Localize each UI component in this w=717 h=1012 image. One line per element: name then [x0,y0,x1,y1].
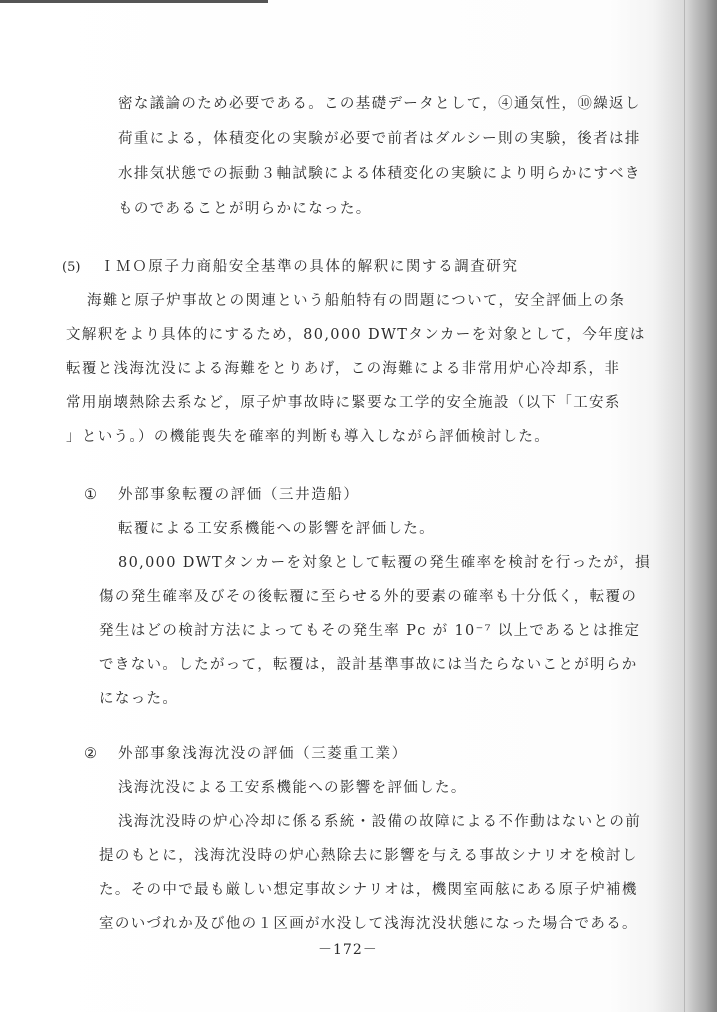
binding-fold-line [684,0,685,1012]
page-number: －172－ [318,942,378,958]
paragraph-line: 発生はどの検討方法によってもその発生率 Pc が 10⁻⁷ 以上であるとは推定 [99,623,641,639]
paragraph-line: 密な議論のため必要である。この基礎データとして，④通気性，⑩繰返し [118,96,641,112]
item-heading: 外部事象転覆の評価（三井造船） [118,487,360,503]
item-heading: 外部事象浅海沈没の評価（三菱重工業） [118,746,408,762]
binding-shadow [687,0,717,1012]
paragraph-line: 文解釈をより具体的にするため，80,000 DWTタンカーを対象として，今年度は [66,327,646,343]
paragraph-line: できない。したがって，転覆は，設計基準事故には当たらないことが明らか [99,657,638,673]
top-edge-line [0,0,268,3]
paragraph-line: た。その中で最も厳しい想定事故シナリオは，機関室両舷にある原子炉補機 [99,882,638,898]
paragraph-line: 室のいづれか及び他の１区画が水没して浅海沈没状態になった場合である。 [99,916,638,932]
paragraph-line: になった。 [99,691,179,707]
paragraph-line: 浅海沈没時の炉心冷却に係る系統・設備の故障による不作動はないとの前 [118,814,642,830]
paragraph-line: ものであることが明らかになった。 [118,201,372,217]
item-number: ① [84,487,99,503]
section-heading: ＩＭＯ原子力商船安全基準の具体的解釈に関する調査研究 [100,259,519,275]
paragraph-line: 転覆と浅海沈没による海難をとりあげ，この海難による非常用炉心冷却系，非 [66,361,621,377]
item-number: ② [84,746,99,762]
section-number: (5) [62,260,81,275]
paragraph-line: 傷の発生確率及びその後転覆に至らせる外的要素の確率も十分低く，転覆の [99,589,638,605]
paragraph-line: 常用崩壊熱除去系など，原子炉事故時に緊要な工学的安全施設（以下「工安系 [66,395,621,411]
paragraph-line: 転覆による工安系機能への影響を評価した。 [118,521,435,537]
paragraph-line: 荷重による，体積変化の実験が必要で前者はダルシー則の実験，後者は排 [118,131,641,147]
paragraph-line: 」という。）の機能喪失を確率的判断も導入しながら評価検討した。 [66,429,551,445]
paragraph-line: 浅海沈没による工安系機能への影響を評価した。 [118,780,467,796]
paragraph-line: 水排気状態での振動３軸試験による体積変化の実験により明らかにすべき [118,166,641,182]
paragraph-line: 海難と原子炉事故との関連という船舶特有の問題について，安全評価上の条 [87,293,626,309]
paragraph-line: 80,000 DWTタンカーを対象として転覆の発生確率を検討を行ったが，損 [118,555,651,571]
paragraph-line: 提のもとに，浅海沈没時の炉心熱除去に影響を与える事故シナリオを検討し [99,848,638,864]
